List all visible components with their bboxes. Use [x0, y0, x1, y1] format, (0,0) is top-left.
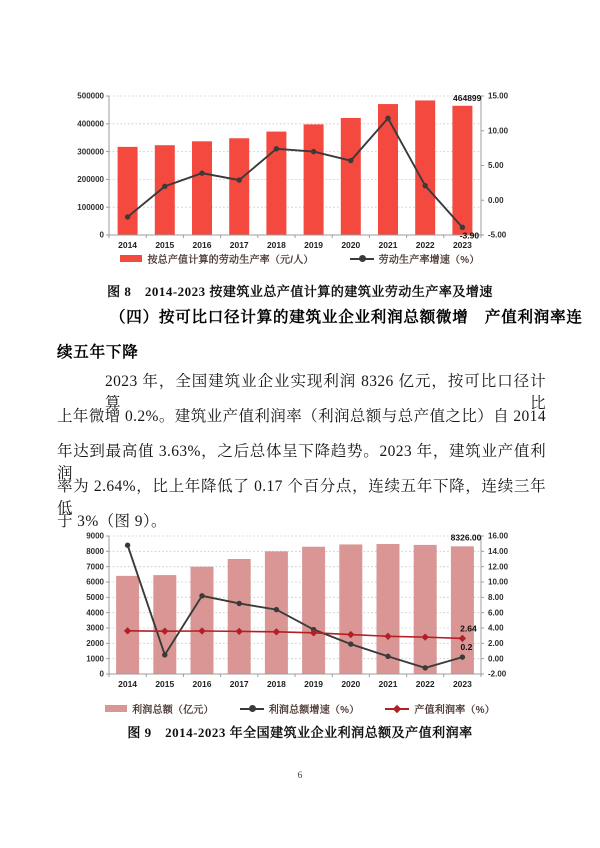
x-axis-label: 2023 [452, 240, 472, 250]
line-swatch-icon [385, 708, 409, 710]
figure9-legend [0, 701, 600, 716]
x-axis-label: 2019 [304, 240, 324, 250]
left-axis-label: 2000 [86, 639, 104, 649]
diamond-marker-icon [393, 704, 401, 712]
bar-2020 [341, 118, 361, 235]
left-axis-label: 1000 [86, 654, 104, 664]
circle-marker [274, 146, 279, 151]
figure9-chart [76, 522, 528, 698]
left-axis-label: 400000 [77, 119, 104, 129]
circle-marker [162, 184, 167, 189]
figure8-legend [0, 251, 600, 266]
circle-marker [274, 607, 279, 612]
x-axis-label: 2021 [378, 679, 398, 689]
figure9-caption: 图 9 2014-2023 年全国建筑业企业利润总额及产值利润率 [127, 725, 473, 740]
right-axis-label: 4.00 [488, 623, 504, 633]
x-axis-label: 2015 [155, 240, 175, 250]
right-axis-label: 12.00 [488, 562, 509, 572]
body-line: 年达到最高值 3.63%，之后总体呈下降趋势。2023 年，建筑业产值利润 [57, 443, 546, 482]
circle-marker [423, 665, 428, 670]
right-axis-label: 6.00 [488, 608, 504, 618]
left-axis-label: 6000 [86, 577, 104, 587]
x-axis-label: 2017 [229, 679, 249, 689]
left-axis-label: 4000 [86, 608, 104, 618]
circle-marker [348, 158, 353, 163]
data-label: -3.90 [459, 230, 480, 241]
body-line: 率为 2.64%，比上年降低了 0.17 个百分点，连续五年下降，连续三年低 [57, 478, 546, 517]
circle-marker-icon [359, 255, 366, 262]
right-axis-label: 5.00 [488, 161, 504, 171]
x-axis-label: 2018 [266, 240, 286, 250]
bar-2022 [414, 545, 437, 674]
circle-marker [199, 593, 204, 598]
bar-2019 [302, 547, 325, 674]
page-number: 6 [297, 771, 303, 781]
data-label: 8326.00 [450, 532, 482, 543]
body-line: 上年微增 0.2%。建筑业产值利润率（利润总额与总产值之比）自 2014 [57, 408, 546, 425]
x-axis-label: 2023 [452, 679, 472, 689]
section-heading-line2: 续五年下降 [57, 344, 139, 361]
circle-marker [311, 149, 316, 154]
x-axis-label: 2020 [341, 679, 361, 689]
circle-marker [125, 543, 130, 548]
x-axis-label: 2018 [266, 679, 286, 689]
labor-productivity-svg [76, 86, 528, 260]
right-axis-label: 0.00 [488, 195, 504, 205]
x-axis-label: 2020 [341, 240, 361, 250]
left-axis-label: 9000 [86, 531, 104, 541]
left-axis-label: 0 [99, 230, 104, 240]
bar-2016 [191, 567, 214, 674]
legend-label: 产值利润率（%） [414, 705, 495, 716]
x-axis-label: 2014 [118, 679, 138, 689]
line-swatch-icon [240, 708, 264, 710]
left-axis-label: 200000 [77, 175, 104, 185]
left-axis-label: 0 [99, 669, 104, 679]
right-axis-label: 14.00 [488, 547, 509, 557]
left-axis-label: 3000 [86, 623, 104, 633]
left-axis-label: 8000 [86, 547, 104, 557]
legend-item-profit-growth [240, 701, 360, 716]
bar-2022 [415, 100, 435, 235]
x-axis-label: 2019 [304, 679, 324, 689]
circle-marker [125, 214, 130, 219]
circle-marker [460, 225, 465, 230]
right-axis-label: 15.00 [488, 91, 509, 101]
circle-marker [162, 652, 167, 657]
bar-2019 [304, 124, 324, 235]
circle-marker-icon [249, 705, 256, 712]
data-label: 464899 [453, 92, 482, 103]
circle-marker [385, 116, 390, 121]
right-axis-label: 10.00 [488, 577, 509, 587]
circle-marker [237, 601, 242, 606]
data-label: 0.2 [460, 642, 473, 653]
legend-label: 利润总额增速（%） [268, 705, 360, 716]
circle-marker [423, 183, 428, 188]
x-axis-label: 2022 [415, 679, 435, 689]
bar-2015 [155, 145, 175, 235]
bar-2020 [339, 544, 362, 674]
circle-marker [385, 654, 390, 659]
circle-marker [237, 177, 242, 182]
right-axis-label: 0.00 [488, 654, 504, 664]
legend-label: 按总产值计算的劳动生产率（元/人） [147, 255, 314, 266]
profit-total-svg [76, 522, 528, 698]
bar-2017 [228, 559, 251, 674]
legend-item-profit-total [105, 701, 214, 716]
figure8-caption: 图 8 2014-2023 按建筑业总产值计算的建筑业劳动生产率及增速 [107, 284, 493, 299]
body-line: 2023 年，全国建筑业企业实现利润 8326 亿元，按可比口径计算比 [105, 373, 546, 412]
bar-2017 [229, 138, 249, 235]
circle-marker [460, 654, 465, 659]
section-heading-line1: （四）按可比口径计算的建筑业企业利润总额微增 产值利润率连 [110, 309, 583, 326]
data-label: 2.64 [460, 623, 477, 634]
figure8-chart [76, 86, 528, 260]
line-series-0 [128, 118, 463, 227]
left-axis-label: 300000 [77, 147, 104, 157]
x-axis-label: 2017 [229, 240, 249, 250]
right-axis-label: 16.00 [488, 531, 509, 541]
bar-2015 [153, 575, 176, 674]
right-axis-label: 8.00 [488, 593, 504, 603]
legend-item-profit-margin [385, 701, 495, 716]
x-axis-label: 2016 [192, 240, 212, 250]
x-axis-label: 2015 [155, 679, 175, 689]
circle-marker [348, 641, 353, 646]
left-axis-label: 7000 [86, 562, 104, 572]
right-axis-label: -5.00 [488, 230, 507, 240]
bar-2023 [452, 106, 472, 235]
right-axis-label: 2.00 [488, 639, 504, 649]
bar-2021 [378, 104, 398, 235]
left-axis-label: 500000 [77, 91, 104, 101]
bar-2018 [265, 551, 288, 674]
legend-item-productivity-growth [350, 251, 480, 266]
left-axis-label: 100000 [77, 202, 104, 212]
x-axis-label: 2014 [118, 240, 138, 250]
bar-2014 [116, 576, 139, 674]
line-swatch-icon [350, 258, 374, 260]
right-axis-label: -2.00 [488, 669, 507, 679]
x-axis-label: 2022 [415, 240, 435, 250]
x-axis-label: 2016 [192, 679, 212, 689]
right-axis-label: 10.00 [488, 126, 509, 136]
line-series-0 [128, 545, 463, 668]
x-axis-label: 2021 [378, 240, 398, 250]
circle-marker [199, 170, 204, 175]
legend-label: 劳动生产率增速（%） [378, 255, 480, 266]
bar-2016 [192, 141, 212, 235]
legend-item-productivity [120, 251, 313, 266]
body-line: 于 3%（图 9）。 [57, 513, 167, 530]
left-axis-label: 5000 [86, 593, 104, 603]
bar-swatch-icon [105, 705, 127, 712]
legend-label: 利润总额（亿元） [132, 705, 214, 716]
bar-swatch-icon [120, 255, 142, 262]
bar-2014 [118, 147, 138, 235]
